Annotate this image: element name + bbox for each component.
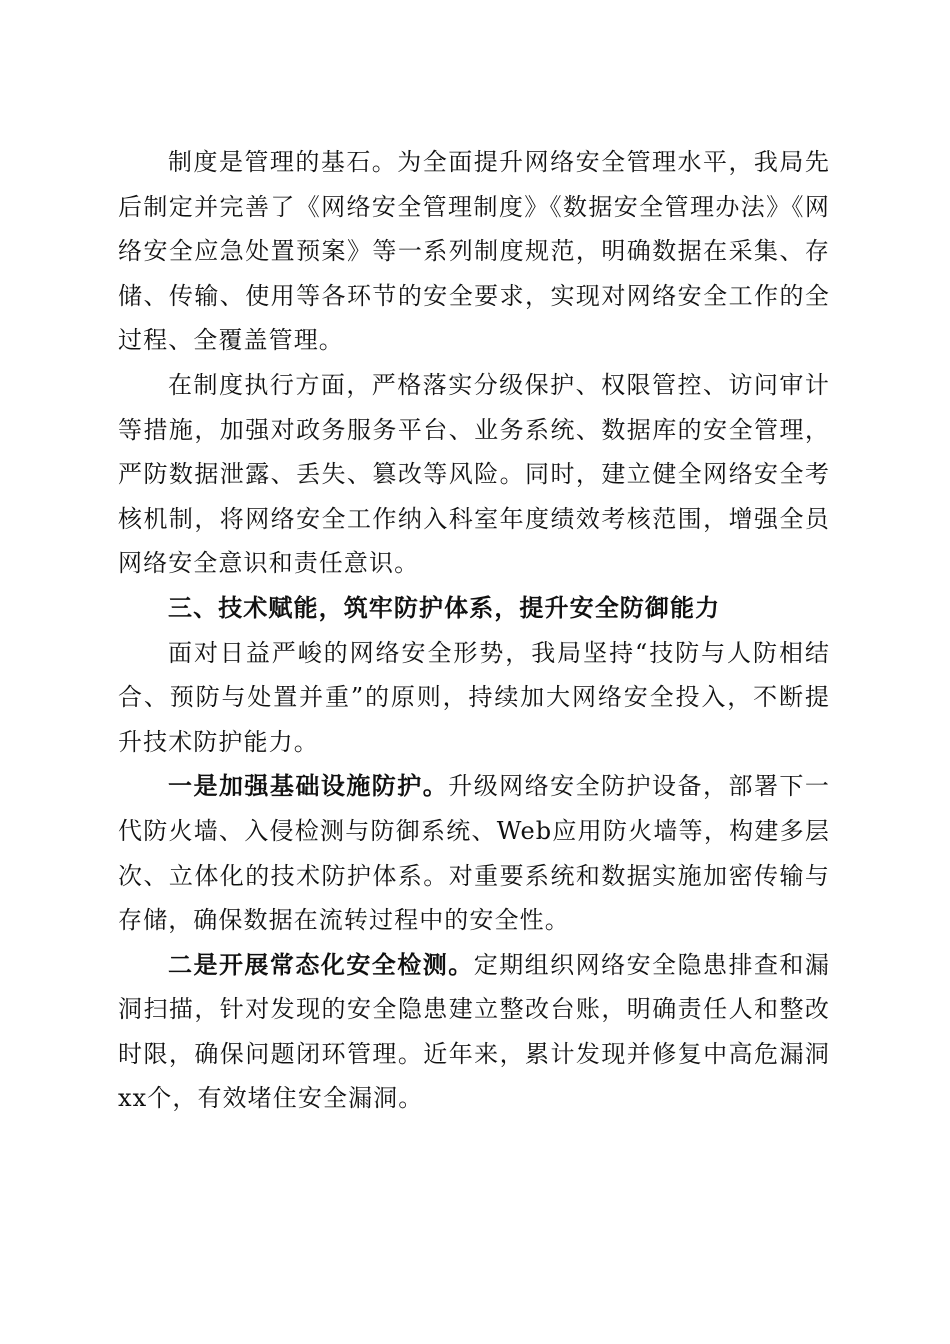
paragraph-system-foundation xyxy=(118,140,830,363)
paragraph-text: 在制度执行方面，严格落实分级保护、权限管控、访问审计等措施，加强对政务服务平台、业务系统、数据库的安全管理，严防数据泄露、丢失、篡改等风险。同时，建立健全网络安全考核机制，将网络安全工作纳入科室年度绩效考核范围，增强全员网络安全意识和责任意识。 xyxy=(118,370,830,578)
paragraph-text: 定期组织网络安全隐患排查和漏洞扫描，针对发现的安全隐患建立整改台账，明确责任人和整改时限，确保问题闭环管理。近年来，累计发现并修复中高危漏洞xx个，有效堵住安全漏洞。 xyxy=(118,950,831,1113)
paragraph-system-execution xyxy=(118,363,830,586)
paragraph-text: 面对日益严峻的网络安全形势，我局坚持“技防与人防相结合、预防与处置并重”的原则，持续加大网络安全投入，不断提升技术防护能力。 xyxy=(118,638,830,756)
paragraph-lead: 二是开展常态化安全检测。 xyxy=(168,949,474,979)
paragraph-text: 升级网络安全防护设备，部署下一代防火墙、入侵检测与防御系统、Web应用防火墙等，构建多层次、立体化的技术防护体系。对重要系统和数据实施加密传输与存储，确保数据在流转过程中的安全性。 xyxy=(118,772,830,935)
paragraph-lead: 一是加强基础设施防护。 xyxy=(168,771,449,801)
paragraph-regular-detection xyxy=(118,943,830,1121)
paragraph-text: 制度是管理的基石。为全面提升网络安全管理水平，我局先后制定并完善了《网络安全管理制度》《数据安全管理办法》《网络安全应急处置预案》等一系列制度规范，明确数据在采集、存储、传输、使用等各环节的安全要求，实现对网络安全工作的全过程、全覆盖管理。 xyxy=(118,148,830,355)
section-heading-technology xyxy=(118,586,830,631)
heading-text: 三、技术赋能，筑牢防护体系，提升安全防御能力 xyxy=(168,593,721,622)
document-body xyxy=(118,140,830,1121)
paragraph-security-situation xyxy=(118,631,830,765)
paragraph-infrastructure-protection xyxy=(118,764,830,942)
